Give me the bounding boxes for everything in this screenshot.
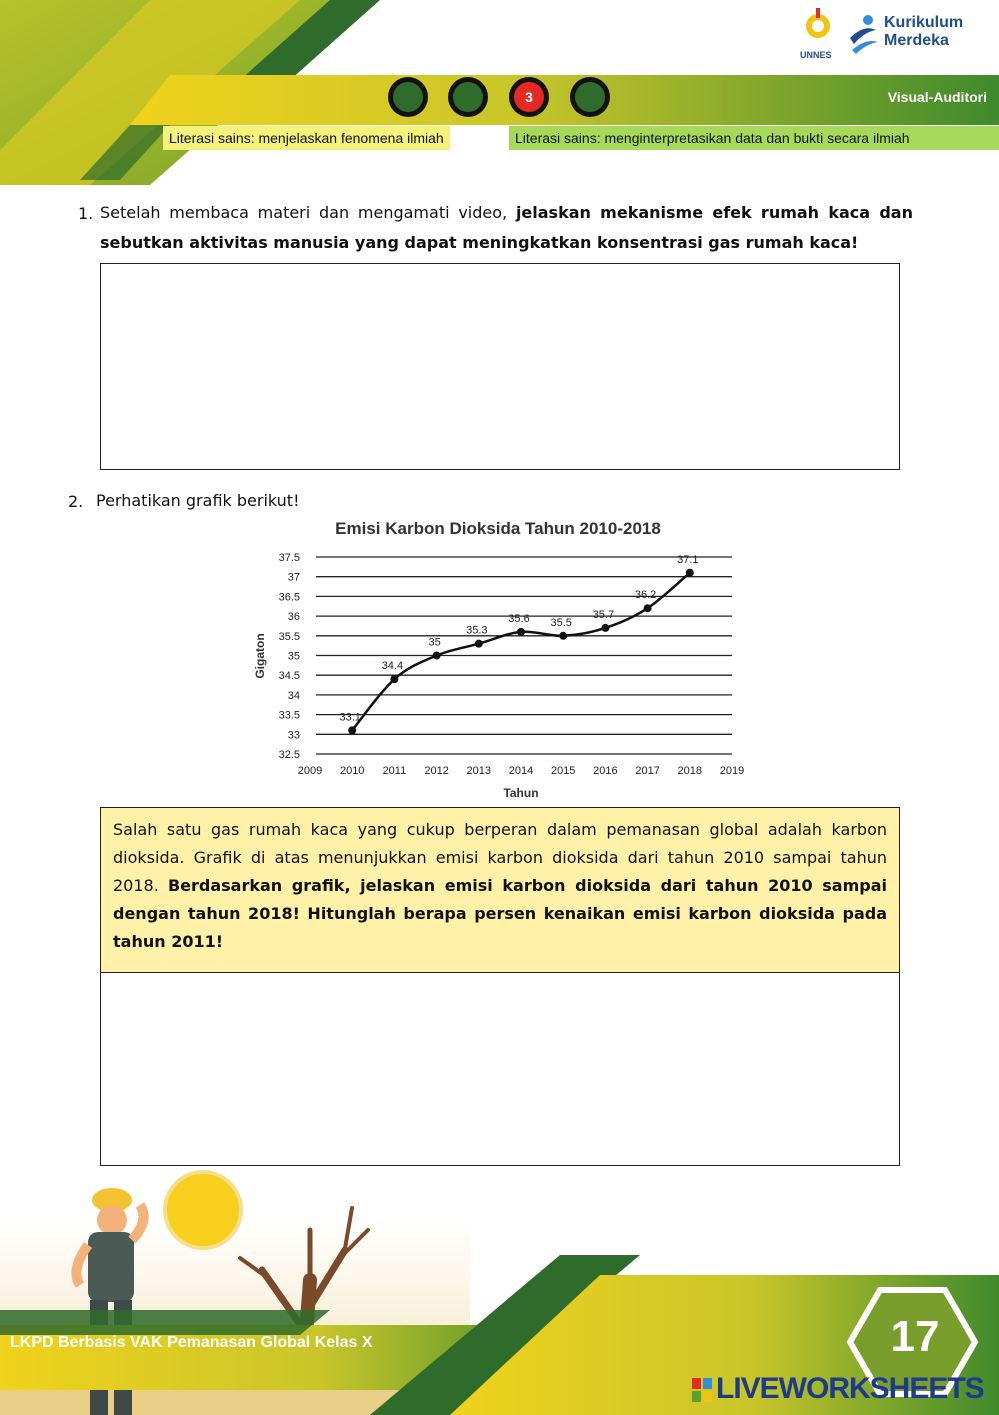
data-label: 35: [428, 636, 441, 649]
logo-line-1: Kurikulum: [884, 14, 964, 31]
y-tick-label: 33.5: [278, 709, 300, 722]
x-tick-label: 2012: [424, 765, 449, 777]
x-tick-label: 2014: [508, 765, 534, 777]
y-tick-label: 37: [287, 571, 300, 584]
x-tick-label: 2018: [677, 765, 703, 777]
step-3-active[interactable]: [509, 77, 549, 117]
x-tick-label: 2010: [339, 765, 365, 777]
x-axis-label: Tahun: [503, 786, 539, 800]
footer-title: LKPD Berbasis VAK Pemanasan Global Kelas X: [10, 1334, 373, 1351]
y-tick-label: 37.5: [278, 552, 300, 564]
kurikulum-merdeka-logo: [884, 14, 963, 50]
data-point: [390, 675, 398, 683]
answer-box-2[interactable]: [100, 972, 900, 1166]
data-point: [601, 624, 609, 632]
data-point: [686, 569, 694, 577]
step-4[interactable]: [570, 77, 610, 117]
question-1-plain: Setelah membaca materi dan mengamati video,: [100, 203, 516, 222]
y-tick-label: 35: [287, 650, 300, 663]
data-point: [559, 632, 567, 640]
y-tick-label: 35.5: [278, 630, 300, 643]
data-label: 35.7: [592, 608, 615, 621]
question-2-context-box: [100, 807, 900, 974]
question-2-plain: Salah satu gas rumah kaca yang cukup berperan dalam pemanasan global adalah karbon dioksida. Grafik di atas menunjukkan emisi karbon dioksida dari tahun 2010 sampai tahun 2018.: [113, 820, 887, 895]
step-2[interactable]: [448, 77, 488, 117]
co2-emission-chart: [250, 512, 760, 804]
data-label: 34.4: [381, 660, 404, 673]
data-label: 33.1: [339, 711, 361, 724]
y-tick-label: 32.5: [278, 749, 300, 761]
data-point: [475, 640, 483, 648]
y-tick-label: 33: [287, 729, 300, 742]
x-tick-label: 2016: [593, 765, 618, 777]
page-number: 17: [890, 1312, 940, 1361]
data-label: 36.2: [634, 589, 657, 602]
y-tick-label: 36.5: [278, 591, 300, 604]
data-point: [644, 604, 652, 612]
tag-literasi-1: Literasi sains: menjelaskan fenomena ilmiah: [163, 126, 450, 150]
x-tick-label: 2009: [297, 765, 323, 777]
x-tick-label: 2011: [382, 765, 407, 777]
x-tick-label: 2019: [719, 765, 745, 777]
step-1-label: [393, 82, 423, 112]
step-4-label: [575, 82, 605, 112]
unnes-emblem-icon: [800, 8, 836, 42]
y-tick-label: 36: [287, 611, 300, 624]
step-1[interactable]: [388, 77, 428, 117]
liveworksheets-watermark: LIVEWORKSHEETS: [716, 1372, 984, 1405]
answer-box-1[interactable]: [100, 263, 900, 470]
tag-literasi-2: Literasi sains: menginterpretasikan data dan bukti secara ilmiah: [509, 126, 999, 150]
learning-mode-label: Visual-Auditori: [887, 89, 987, 105]
question-2-number: 2.: [68, 492, 84, 511]
step-2-label: [453, 82, 483, 112]
data-label: 37.1: [677, 553, 699, 566]
x-tick-label: 2015: [550, 765, 576, 777]
question-1-text: [100, 198, 913, 258]
data-point: [517, 628, 525, 636]
y-tick-label: 34.5: [278, 670, 300, 683]
unnes-logo: [800, 50, 832, 60]
y-axis-label: Gigaton: [253, 633, 267, 679]
data-point: [433, 652, 441, 660]
y-tick-label: 34: [287, 689, 300, 702]
kurikulum-merdeka-logo-icon: [846, 14, 880, 54]
question-2-intro: Perhatikan grafik berikut!: [96, 491, 300, 510]
x-tick-label: 2017: [635, 765, 660, 777]
data-point: [348, 726, 356, 734]
liveworksheets-badge-icon: [692, 1378, 712, 1402]
x-tick-label: 2013: [466, 765, 492, 777]
question-2-bold: Berdasarkan grafik, jelaskan emisi karbon dioksida dari tahun 2010 sampai dengan tahun 2018! Hitunglah berapa persen kenaikan emisi karbon dioksida pada tahun 2011!: [113, 876, 887, 951]
logo-line-2: Merdeka: [884, 32, 949, 49]
question-1-bold: jelaskan mekanisme efek rumah kaca dan sebutkan aktivitas manusia yang dapat meningkatkan konsentrasi gas rumah kaca!: [100, 203, 913, 252]
data-label: 35.3: [466, 624, 488, 637]
chart-title: Emisi Karbon Dioksida Tahun 2010-2018: [335, 519, 661, 538]
data-label: 35.5: [550, 616, 572, 629]
unnes-label: UNNES: [800, 50, 832, 60]
data-label: 35.6: [508, 612, 530, 625]
sun-icon: [165, 1172, 241, 1248]
step-3-label: 3: [514, 82, 544, 112]
question-1-number: 1.: [78, 204, 94, 223]
